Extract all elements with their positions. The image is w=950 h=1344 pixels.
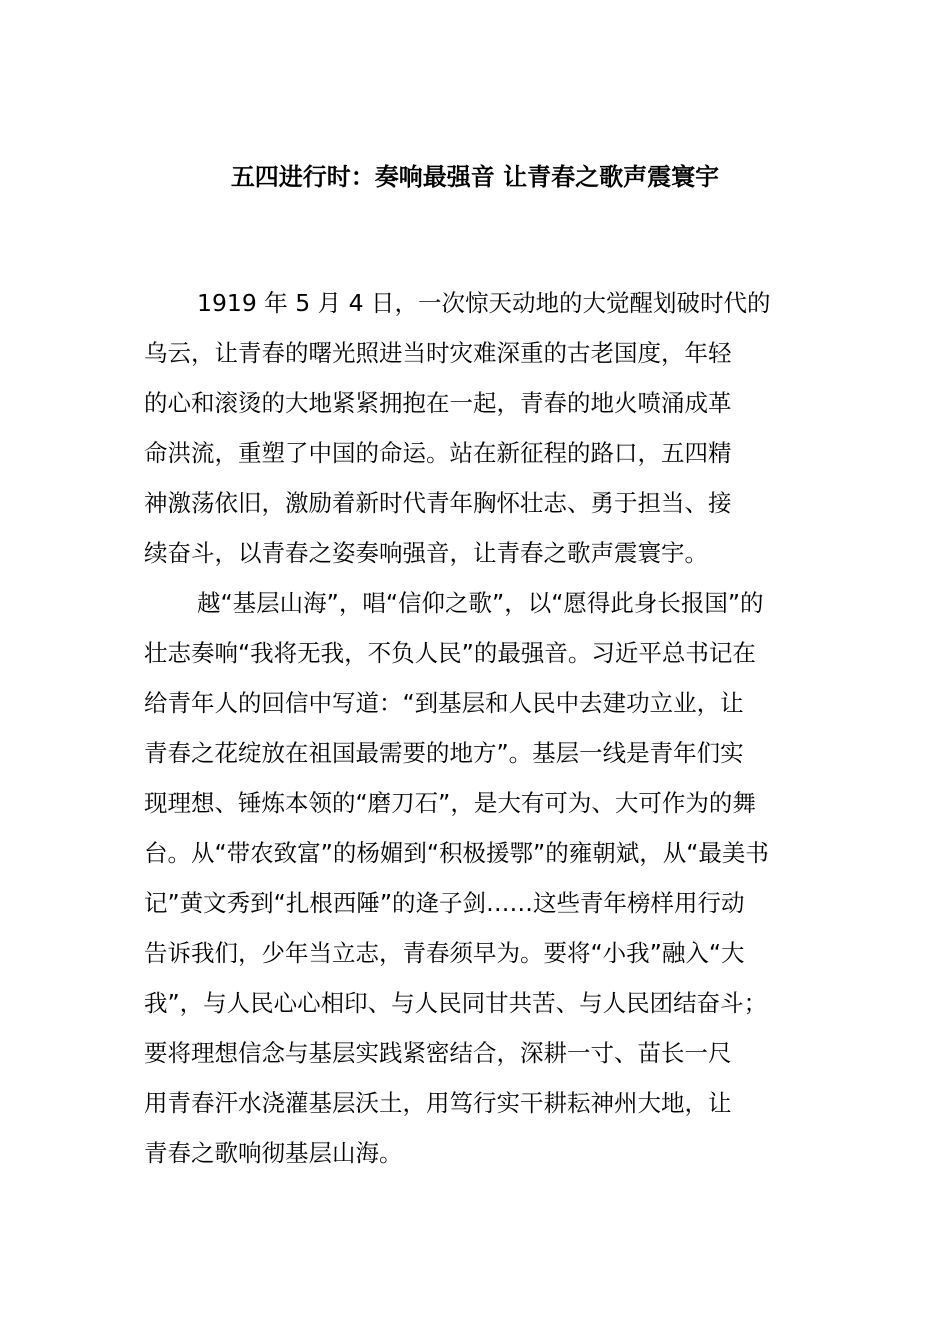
paragraph-line: 给青年人的回信中写道：“到基层和人民中去建功立业，让 — [144, 689, 744, 717]
paragraph-line: 神激荡依旧，激励着新时代青年胸怀壮志、勇于担当、接 — [144, 489, 732, 517]
document-title: 五四进行时：奏响最强音 让青春之歌声震寰宇 — [230, 163, 720, 191]
paragraph-line: 记”黄文秀到“扎根西陲”的逄子剑……这些青年榜样用行动 — [144, 889, 745, 917]
paragraph-line: 乌云，让青春的曙光照进当时灾难深重的古老国度，年轻 — [144, 339, 732, 367]
paragraph-line: 用青春汗水浇灌基层沃土，用笃行实干耕耘神州大地，让 — [144, 1089, 732, 1117]
paragraph-line: 越“基层山海”，唱“信仰之歌”，以“愿得此身长报国”的 — [197, 589, 764, 617]
paragraph-line: 的心和滚烫的大地紧紧拥抱在一起，青春的地火喷涌成革 — [144, 389, 732, 417]
paragraph-line: 我”，与人民心心相印、与人民同甘共苦、与人民团结奋斗； — [144, 989, 768, 1017]
paragraph-line: 青春之歌响彻基层山海。 — [144, 1139, 403, 1167]
paragraph-line: 续奋斗，以青春之姿奏响强音，让青春之歌声震寰宇。 — [144, 539, 708, 567]
paragraph-line: 青春之花绽放在祖国最需要的地方”。基层一线是青年们实 — [144, 739, 744, 767]
paragraph-2 — [144, 578, 806, 1178]
paragraph-line: 壮志奏响“我将无我，不负人民”的最强音。习近平总书记在 — [144, 639, 756, 667]
paragraph-line: 台。从“带农致富”的杨媚到“积极援鄂”的雍朝斌，从“最美书 — [144, 839, 769, 867]
paragraph-line: 命洪流，重塑了中国的命运。站在新征程的路口，五四精 — [144, 439, 732, 467]
paragraph-line: 现理想、锤炼本领的“磨刀石”，是大有可为、大可作为的舞 — [144, 789, 756, 817]
paragraph-line: 告诉我们，少年当立志，青春须早为。要将“小我”融入“大 — [144, 939, 745, 967]
document-body — [144, 278, 806, 1178]
paragraph-line: 要将理想信念与基层实践紧密结合，深耕一寸、苗长一尺 — [144, 1039, 732, 1067]
paragraph-1 — [144, 278, 806, 578]
paragraph-line: 1919 年 5 月 4 日，一次惊天动地的大觉醒划破时代的 — [197, 289, 771, 317]
